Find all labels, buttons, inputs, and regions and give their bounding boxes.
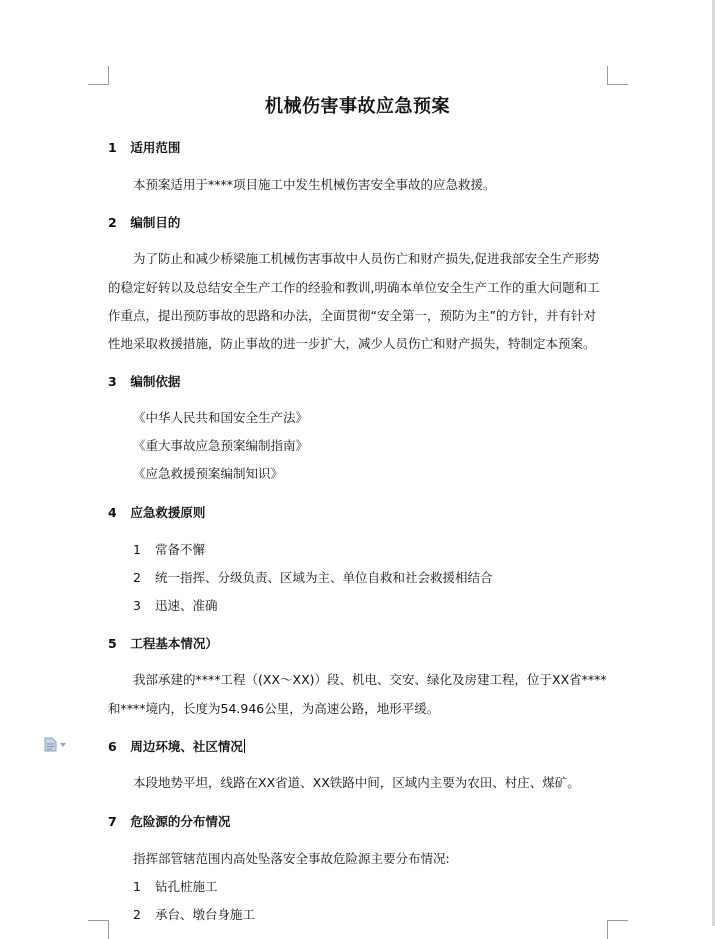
list-item [133, 540, 205, 558]
section-heading-1 [108, 138, 180, 156]
list-number: 2 [133, 570, 141, 585]
section-number: 1 [108, 140, 117, 155]
list-item [133, 568, 493, 586]
crop-mark-bottom-right [607, 920, 628, 939]
section-title: 危险源的分布情况 [130, 814, 231, 829]
paragraph: 指挥部管辖范围内高处坠落安全事故危险源主要分布情况: [133, 851, 450, 866]
section-title: 适用范围 [130, 140, 181, 155]
section-title: 编制目的 [130, 215, 181, 230]
reference-item: 《应急救援预案编制知识》 [133, 466, 284, 481]
section-number: 6 [108, 739, 117, 754]
section-heading-5 [108, 634, 218, 652]
paragraph-line: 性地采取救援措施，防止事故的进一步扩大，减少人员伤亡和财产损失，特制定本预案。 [108, 336, 596, 351]
section-title: 编制依据 [130, 374, 181, 389]
section-title: 工程基本情况） [130, 636, 218, 651]
reference-item: 《重大事故应急预案编制指南》 [133, 438, 309, 453]
list-text: 承台、墩台身施工 [154, 907, 255, 922]
document-title: 机械伤害事故应急预案 [265, 96, 450, 117]
list-text: 迅速、准确 [154, 598, 218, 613]
text-cursor [244, 739, 245, 753]
section-title: 应急救援原则 [130, 505, 206, 520]
section-number: 5 [108, 636, 117, 651]
section-heading-6[interactable] [108, 737, 245, 755]
paragraph: 本段地势平坦，线路在XX省道、XX铁路中间，区域内主要为农田、村庄、煤矿。 [133, 775, 580, 790]
paragraph: 本预案适用于****项目施工中发生机械伤害安全事故的应急救援。 [133, 177, 496, 192]
paragraph-line: 作重点，提出预防事故的思路和办法，全面贯彻“安全第一，预防为主”的方针，并有针对 [108, 308, 596, 323]
section-number: 3 [108, 374, 117, 389]
paragraph-line: 和****境内，长度为54.946公里，为高速公路，地形平缓。 [108, 701, 440, 716]
section-heading-7 [108, 812, 230, 830]
paragraph-line: 为了防止和减少桥梁施工机械伤害事故中人员伤亡和财产损失,促进我部安全生产形势 [133, 251, 600, 266]
list-number: 2 [133, 907, 141, 922]
list-item [133, 905, 255, 923]
paragraph-tool[interactable] [44, 737, 66, 752]
reference-item: 《中华人民共和国安全生产法》 [133, 410, 309, 425]
section-heading-2 [108, 213, 180, 231]
section-heading-4 [108, 503, 205, 521]
section-number: 2 [108, 215, 117, 230]
dropdown-arrow-icon [60, 743, 66, 747]
list-item [133, 877, 218, 895]
list-number: 1 [133, 879, 141, 894]
crop-mark-top-left [88, 66, 109, 85]
document-icon [44, 737, 57, 752]
list-number: 3 [133, 598, 141, 613]
crop-mark-bottom-left [88, 920, 109, 939]
section-number: 4 [108, 505, 117, 520]
list-text: 钻孔桩施工 [154, 879, 218, 894]
section-number: 7 [108, 814, 117, 829]
paragraph-line: 的稳定好转以及总结安全生产工作的经验和教训,明确本单位安全生产工作的重大问题和工 [108, 280, 600, 295]
list-text: 常备不懈 [154, 542, 205, 557]
list-text: 统一指挥、分级负责、区域为主、单位自救和社会救援相结合 [154, 570, 493, 585]
list-number: 1 [133, 542, 141, 557]
list-item [133, 596, 218, 614]
crop-mark-top-right [607, 66, 628, 85]
section-title: 周边环境、社区情况 [130, 739, 243, 754]
paragraph-line: 我部承建的****工程（(XX～XX)）段、机电、交安、绿化及房建工程，位于XX省**** [133, 672, 607, 687]
section-heading-3 [108, 372, 180, 390]
